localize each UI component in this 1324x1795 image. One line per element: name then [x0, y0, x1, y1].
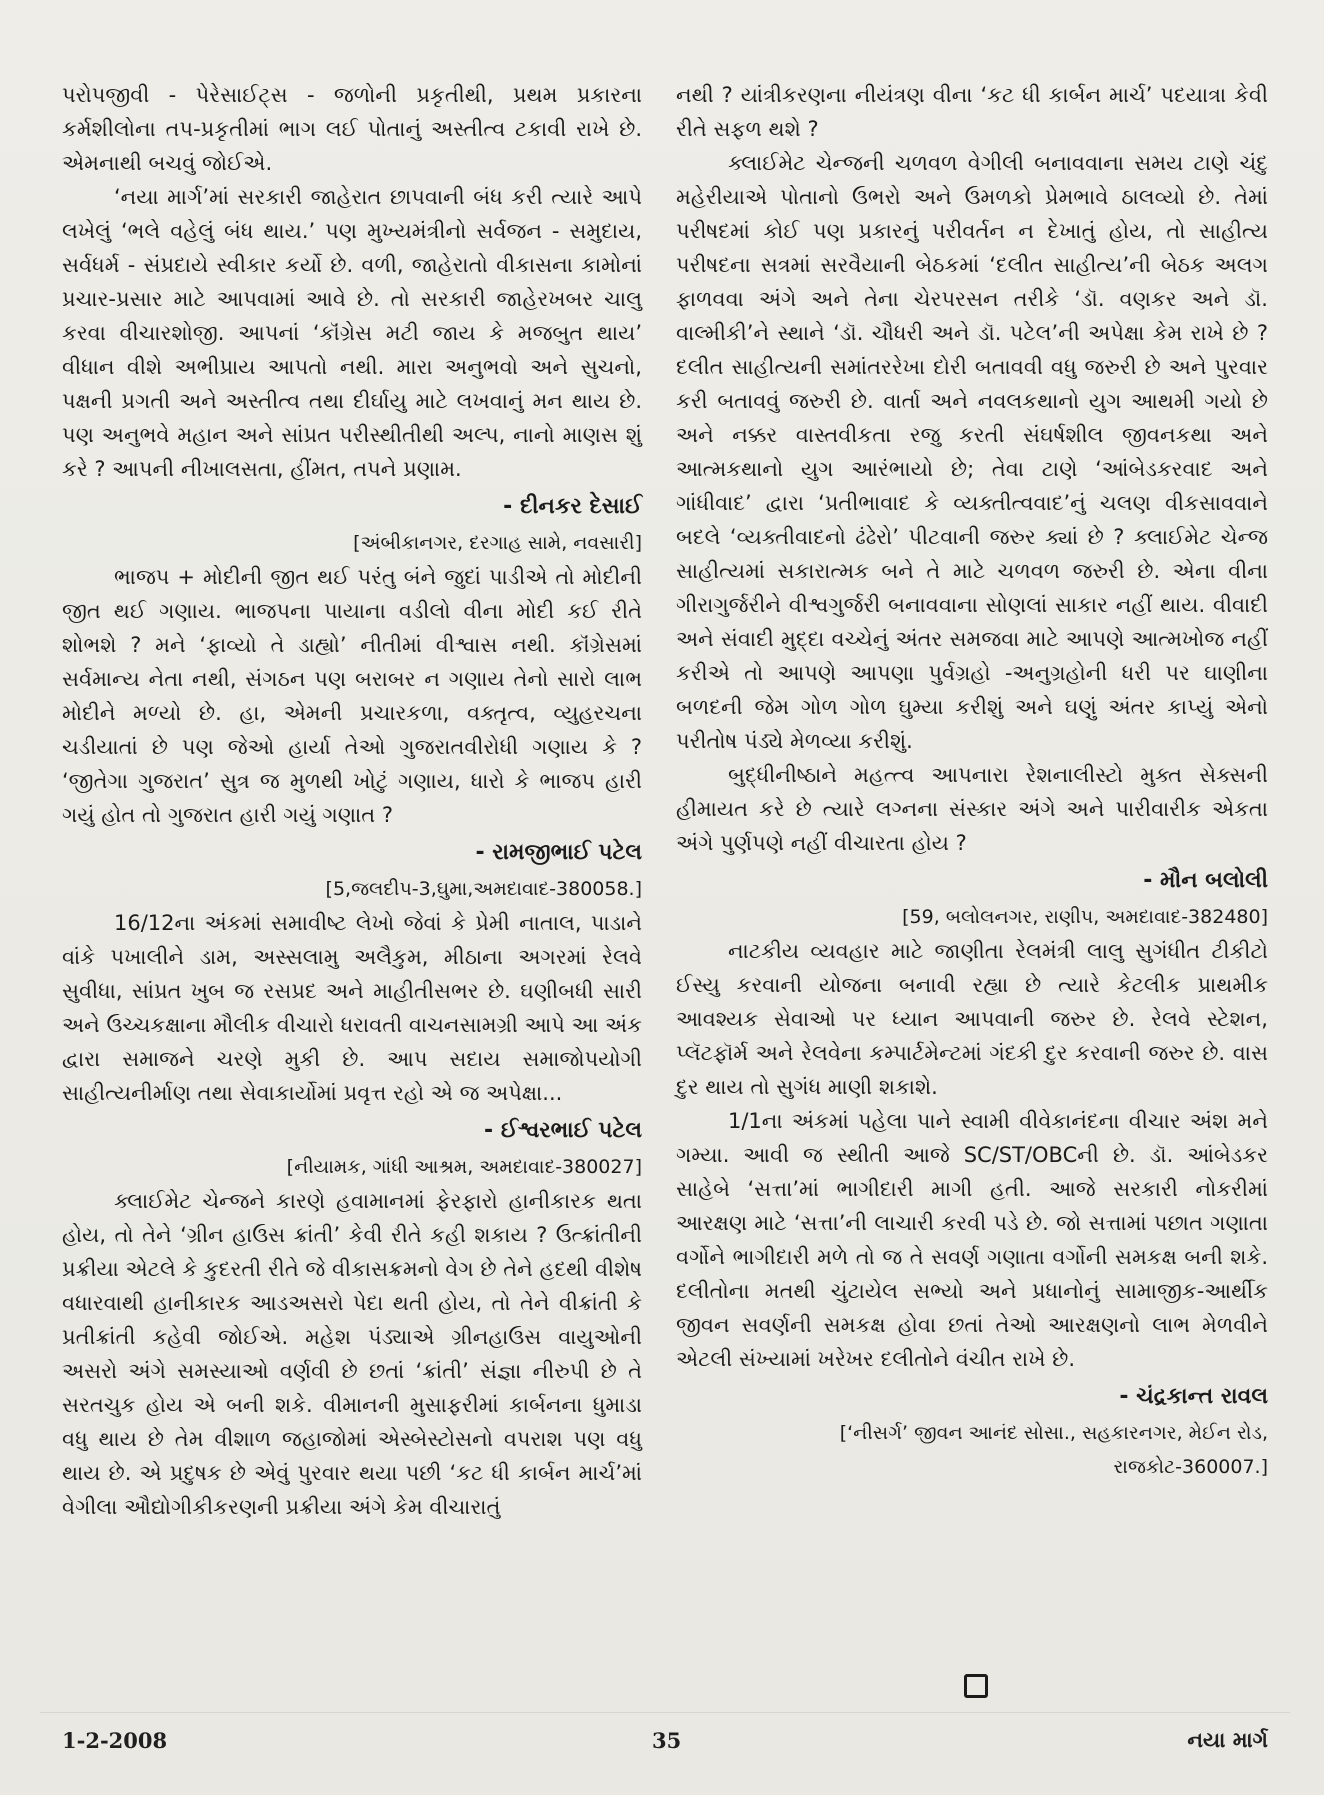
- letter-address: [નીયામક, ગાંધી આશ્રમ, અમદાવાદ-380027]: [286, 1156, 642, 1178]
- letter-paragraph: નથી ? યાંત્રીકરણના નીયંત્રણ વીના ‘કટ ધી કાર્બન માર્ચ’ પદયાત્રા કેવી રીતે સફળ થશે ?: [676, 83, 1268, 141]
- letter-address: રાજકોટ-360007.]: [1113, 1456, 1268, 1478]
- letter-paragraph: ક્લાઈમેટ ચેન્જની ચળવળ વેગીલી બનાવવાના સમય ટાણે ચંદુ મહેરીયાએ પોતાનો ઉભરો અને ઉમળકો પ્રેમભાવે ઠાલવ્યો છે. તેમાં પરીષદમાં કોઈ પણ પ્રકારનું પરીવર્તન ન દેખાતું હોય, તો સાહીત્ય પરીષદના સત્રમાં સરવૈયાની બેઠકમાં ‘દલીત સાહીત્ય’ની બેઠક અલગ ફાળવવા અંગે અને તેના ચેરપરસન તરીકે ‘ડૉ. વણકર અને ડૉ. વાલ્મીકી’ને સ્થાને ‘ડૉ. ચૌધરી અને ડૉ. પટેલ’ની અપેક્ષા કેમ રાખે છે ? દલીત સાહીત્યની સમાંતરરેખા દોરી બતાવવી વધુ જરુરી છે અને પુરવાર કરી બતાવવું જરુરી છે. વાર્તા અને નવલકથાનો યુગ આથમી ગયો છે અને નક્કર વાસ્તવીકતા રજુ કરતી સંઘર્ષશીલ જીવનકથા અને આત્મકથાનો યુગ આરંભાયો છે; તેવા ટાણે ‘આંબેડકરવાદ અને ગાંધીવાદ’ દ્વારા ‘પ્રતીભાવાદ કે વ્યક્તીત્વવાદ’નું ચલણ વીકસાવવાને બદલે ‘વ્યક્તીવાદનો ઢંઢેરો’ પીટવાની જરુર ક્યાં છે ? ક્લાઈમેટ ચેન્જ સાહીત્યમાં સકારાત્મક બને તે માટે ચળવળ જરુરી છે. એના વીના ગીરાગુર્જરીને વીશ્વગુર્જરી બનાવવાના સોણલાં સાકાર નહીં થાય. વીવાદી અને સંવાદી મુદ્દા વચ્ચેનું અંતર સમજવા માટે આપણે આત્મખોજ નહીં કરીએ તો આપણે આપણા પુર્વગ્રહો -અનુગ્રહોની ધરી પર ઘાણીના બળદની જેમ ગોળ ગોળ ઘુમ્યા કરીશું અને ઘણું અંતર કાપ્યું એનો પરીતોષ પંડ્યે મેળવ્યા કરીશું.: [676, 151, 1268, 753]
- letter-paragraph: 1/1ના અંકમાં પહેલા પાને સ્વામી વીવેકાનંદના વીચાર અંશ મને ગમ્યા. આવી જ સ્થીતી આજે SC/ST/OBCની છે. ડૉ. આંબેડકર સાહેબે ‘સત્તા’માં ભાગીદારી માગી હતી. આજે સરકારી નોકરીમાં આરક્ષણ માટે ‘સત્તા’ની લાચારી કરવી પડે છે. જો સત્તામાં પછાત ગણાતા વર્ગોને ભાગીદારી મળે તો જ તે સવર્ણ ગણાતા વર્ગોની સમકક્ષ બની શકે. દલીતોના મતથી ચુંટાયેલ સભ્યો અને પ્રધાનોનું સામાજીક-આર્થીક જીવન સવર્ણની સમકક્ષ હોવા છતાં તેઓ આરક્ષણનો લાભ મેળવીને એટલી સંખ્યામાં ખરેખર દલીતોને વંચીત રાખે છે.: [676, 1109, 1268, 1371]
- letter-address: [5,જલદીપ-3,ઘુમા,અમદાવાદ-380058.]: [325, 878, 642, 900]
- letter-address: [‘નીસર્ગ’ જીવન આનંદ સોસા., સહકારનગર, મેઈન રોડ,: [839, 1422, 1268, 1444]
- letter-paragraph: બુદ્ધીનીષ્ઠાને મહત્ત્વ આપનારા રેશનાલીસ્ટો મુક્ત સેક્સની હીમાયત કરે છે ત્યારે લગ્નના સંસ્કાર અંગે અને પારીવારીક એકતા અંગે પુર્ણપણે નહીં વીચારતા હોય ?: [676, 763, 1268, 855]
- letter-address: [59, બલોલનગર, રાણીપ, અમદાવાદ-382480]: [902, 906, 1268, 928]
- letter-address: [અંબીકાનગર, દરગાહ સામે, નવસારી]: [353, 532, 642, 554]
- issue-date: 1-2-2008: [62, 1728, 168, 1753]
- letter-paragraph: ‘નયા માર્ગ’માં સરકારી જાહેરાત છાપવાની બંધ કરી ત્યારે આપે લખેલું ‘ભલે વહેલું બંધ થાય.’ પણ મુખ્યમંત્રીનો સર્વજન - સમુદાય, સર્વધર્મ - સંપ્રદાયે સ્વીકાર કર્યો છે. વળી, જાહેરાતો વીકાસના કામોનાં પ્રચાર-પ્રસાર માટે આપવામાં આવે છે. તો સરકારી જાહેરખબર ચાલુ કરવા વીચારશોજી. આપનાં ‘કૉંગ્રેસ મટી જાય કે મજબુત થાય’ વીધાન વીશે અભીપ્રાય આપતો નથી. મારા અનુભવો અને સુચનો, પક્ષની પ્રગતી અને અસ્તીત્વ તથા દીર્ઘાયુ માટે લખવાનું મન થાય છે. પણ અનુભવે મહાન અને સાંપ્રત પરીસ્થીતીથી અલ્પ, નાનો માણસ શું કરે ? આપની નીખાલસતા, હીંમત, તપને પ્રણામ.: [62, 185, 642, 481]
- page-number: 35: [652, 1728, 682, 1753]
- end-of-article-box-icon: [964, 1674, 988, 1698]
- letter-paragraph: પરોપજીવી - પેરેસાઈટ્સ - જળોની પ્રકૃતીથી, પ્રથમ પ્રકારના કર્મશીલોના તપ-પ્રકૃતીમાં ભાગ લઈ પોતાનું અસ્તીત્વ ટકાવી રાખે છે. એમનાથી બચવું જોઈએ.: [62, 83, 642, 175]
- letter-signature: - દીનકર દેસાઈ: [503, 494, 642, 519]
- letter-paragraph: નાટકીય વ્યવહાર માટે જાણીતા રેલમંત્રી લાલુ સુગંધીત ટીકીટો ઈસ્યુ કરવાની યોજના બનાવી રહ્યા છે ત્યારે કેટલીક પ્રાથમીક આવશ્યક સેવાઓ પર ધ્યાન આપવાની જરુર છે. રેલવે સ્ટેશન, પ્લૅટફૉર્મ અને રેલવેના કમ્પાર્ટમેન્ટમાં ગંદકી દુર કરવાની જરુર છે. વાસ દુર થાય તો સુગંધ માણી શકાશે.: [676, 939, 1268, 1099]
- letter-signature: - મૌન બલોલી: [1143, 868, 1268, 893]
- footer-divider: [40, 1712, 1290, 1713]
- left-column: [62, 78, 642, 1524]
- letter-signature: - ચંદ્રકાન્ત રાવલ: [1119, 1384, 1268, 1409]
- right-column: [676, 78, 1268, 1484]
- letter-signature: - ઈશ્વરભાઈ પટેલ: [484, 1118, 642, 1143]
- letter-paragraph: 16/12ના અંકમાં સમાવીષ્ટ લેખો જેવાં કે પ્રેમી નાતાલ, પાડાને વાંકે પખાલીને ડામ, અસ્સલામુ અલૈકુમ, મીઠાના અગરમાં રેલવે સુવીધા, સાંપ્રત ખુબ જ રસપ્રદ અને માહીતીસભર છે. ઘણીબધી સારી અને ઉચ્ચકક્ષાના મૌલીક વીચારો ધરાવતી વાચનસામગ્રી આપે આ અંક દ્વારા સમાજને ચરણે મુકી છે. આપ સદાય સમાજોપયોગી સાહીત્યનીર્માણ તથા સેવાકાર્યોમાં પ્રવૃત્ત રહો એ જ અપેક્ષા...: [62, 911, 642, 1105]
- letter-paragraph: ક્લાઈમેટ ચેન્જને કારણે હવામાનમાં ફેરફારો હાનીકારક થતા હોય, તો તેને ‘ગ્રીન હાઉસ ક્રાંતી’ કેવી રીતે કહી શકાય ? ઉત્ક્રાંતીની પ્રક્રીયા એટલે કે કુદરતી રીતે જે વીકાસક્રમનો વેગ છે તેને હદથી વીશેષ વધારવાથી હાનીકારક આડઅસરો પેદા થતી હોય, તો તેને વીક્રાંતી કે પ્રતીક્રાંતી કહેવી જોઈએ. મહેશ પંડ્યાએ ગ્રીનહાઉસ વાયુઓની અસરો અંગે સમસ્યાઓ વર્ણવી છે છતાં ‘ક્રાંતી’ સંજ્ઞા નીરુપી છે તે સરતચુક હોય એ બની શકે. વીમાનની મુસાફરીમાં કાર્બનના ધુમાડા વધુ થાય છે તેમ વીશાળ જહાજોમાં એસ્બેસ્ટોસનો વપરાશ પણ વધુ થાય છે. એ પ્રદુષક છે એવું પુરવાર થયા પછી ‘કટ ધી કાર્બન માર્ચ’માં વેગીલા ઔદ્યોગીકીકરણની પ્રક્રીયા અંગે કેમ વીચારાતું: [62, 1189, 642, 1519]
- magazine-name: નયા માર્ગ: [1187, 1728, 1268, 1752]
- letter-paragraph: ભાજપ + મોદીની જીત થઈ પરંતુ બંને જુદાં પાડીએ તો મોદીની જીત થઈ ગણાય. ભાજપના પાયાના વડીલો વીના મોદી કઈ રીતે શોભશે ? મને ‘ફાવ્યો તે ડાહ્યો’ નીતીમાં વીશ્વાસ નથી. કૉંગ્રેસમાં સર્વમાન્ય નેતા નથી, સંગઠન પણ બરાબર ન ગણાય તેનો સારો લાભ મોદીને મળ્યો છે. હા, એમની પ્રચારકળા, વક્તૃત્વ, વ્યુહરચના ચડીયાતાં છે પણ જેઓ હાર્યા તેઓ ગુજરાતવીરોધી ગણાય કે ? ‘જીતેગા ગુજરાત’ સુત્ર જ મુળથી ખોટું ગણાય, ધારો કે ભાજપ હારી ગયું હોત તો ગુજરાત હારી ગયું ગણાત ?: [62, 565, 642, 827]
- letter-signature: - રામજીભાઈ પટેલ: [475, 840, 642, 865]
